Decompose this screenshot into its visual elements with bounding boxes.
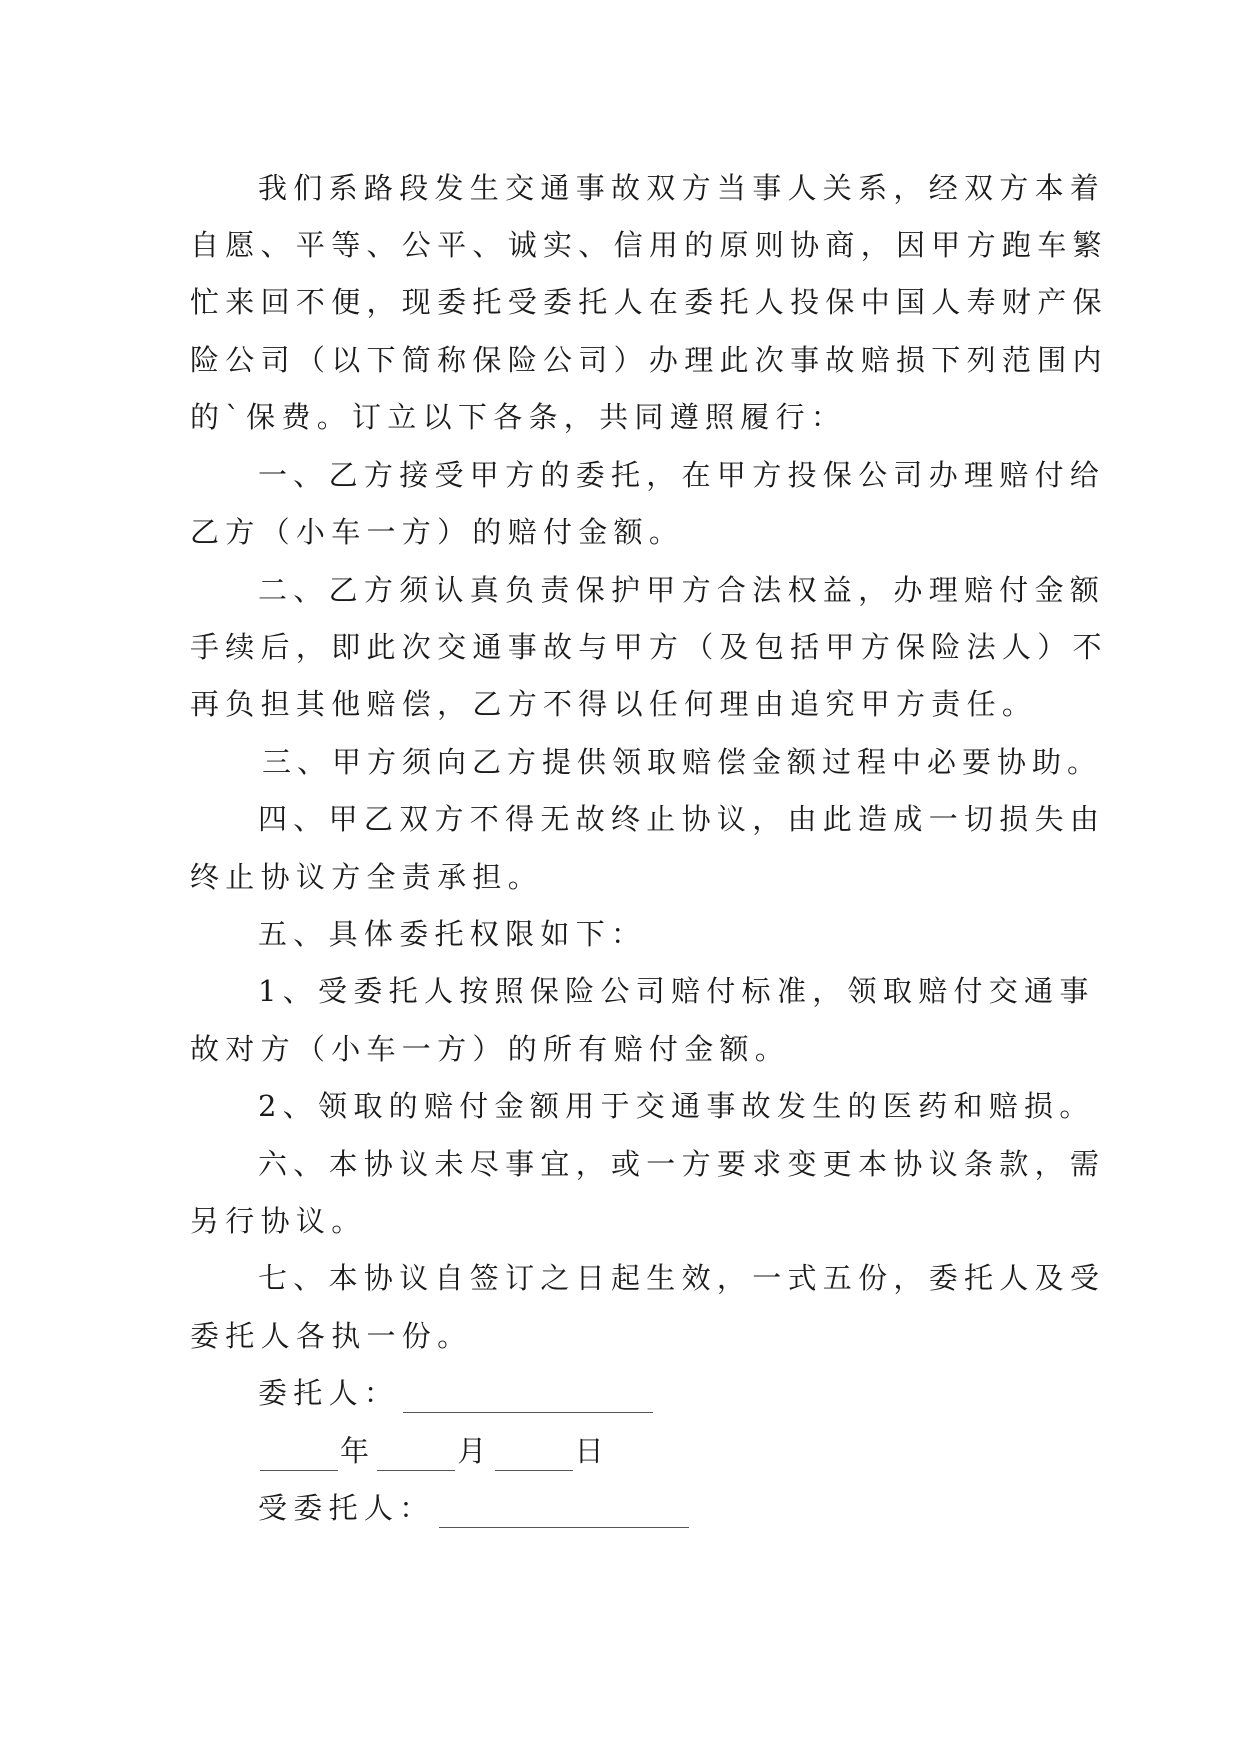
clause-5-heading: 五、具体委托权限如下：	[258, 917, 647, 951]
intro-paragraph-line-3: 忙来回不便，现委托受委托人在委托人投保中国人寿财产保	[190, 285, 1108, 319]
clause-4-line-2: 终止协议方全责承担。	[190, 860, 544, 894]
clause-5-item-1-line-1: 1、受委托人按照保险公司赔付标准，领取赔付交通事	[258, 974, 1095, 1008]
clause-6-line-1: 六、本协议未尽事宜，或一方要求变更本协议条款，需	[258, 1147, 1106, 1181]
principal-signature-line	[258, 1373, 655, 1413]
year-blank[interactable]	[260, 1440, 338, 1471]
clause-3-line-1: 三、甲方须向乙方提供领取赔偿金额过程中必要协助。	[262, 745, 1103, 779]
clause-2-line-2: 手续后，即此次交通事故与甲方（及包括甲方保险法人）不	[190, 630, 1108, 664]
month-blank[interactable]	[377, 1440, 455, 1471]
day-blank[interactable]	[495, 1440, 573, 1471]
clause-7-line-2: 委托人各执一份。	[190, 1319, 473, 1353]
date-line	[258, 1431, 610, 1471]
clause-1-line-2: 乙方（小车一方）的赔付金额。	[190, 515, 685, 549]
clause-2-line-3: 再负担其他赔偿，乙方不得以任何理由追究甲方责任。	[190, 687, 1038, 721]
clause-7-line-1: 七、本协议自签订之日起生效，一式五份，委托人及受	[258, 1261, 1106, 1295]
agent-label: 受委托人：	[258, 1491, 435, 1525]
month-label: 月	[457, 1434, 493, 1468]
agent-signature-blank[interactable]	[439, 1497, 689, 1528]
clause-2-line-1: 二、乙方须认真负责保护甲方合法权益，办理赔付金额	[258, 573, 1106, 607]
clause-6-line-2: 另行协议。	[190, 1204, 367, 1238]
clause-1-line-1: 一、乙方接受甲方的委托，在甲方投保公司办理赔付给	[258, 458, 1106, 492]
intro-paragraph-line-2: 自愿、平等、公平、诚实、信用的原则协商，因甲方跑车繁	[190, 228, 1108, 262]
agent-signature-line	[258, 1488, 691, 1528]
day-label: 日	[574, 1434, 610, 1468]
intro-paragraph-line-5: 的`保费。订立以下各条，共同遵照履行：	[190, 400, 847, 434]
year-label: 年	[340, 1434, 376, 1468]
clause-5-item-2-line-1: 2、领取的赔付金额用于交通事故发生的医药和赔损。	[258, 1089, 1095, 1123]
intro-paragraph-line-4: 险公司（以下简称保险公司）办理此次事故赔损下列范围内	[190, 343, 1108, 377]
principal-signature-blank[interactable]	[403, 1382, 653, 1413]
intro-paragraph-line-1: 我们系路段发生交通事故双方当事人关系，经双方本着	[258, 171, 1106, 205]
clause-5-item-1-line-2: 故对方（小车一方）的所有赔付金额。	[190, 1032, 791, 1066]
principal-label: 委托人：	[258, 1376, 400, 1410]
clause-4-line-1: 四、甲乙双方不得无故终止协议，由此造成一切损失由	[258, 802, 1106, 836]
